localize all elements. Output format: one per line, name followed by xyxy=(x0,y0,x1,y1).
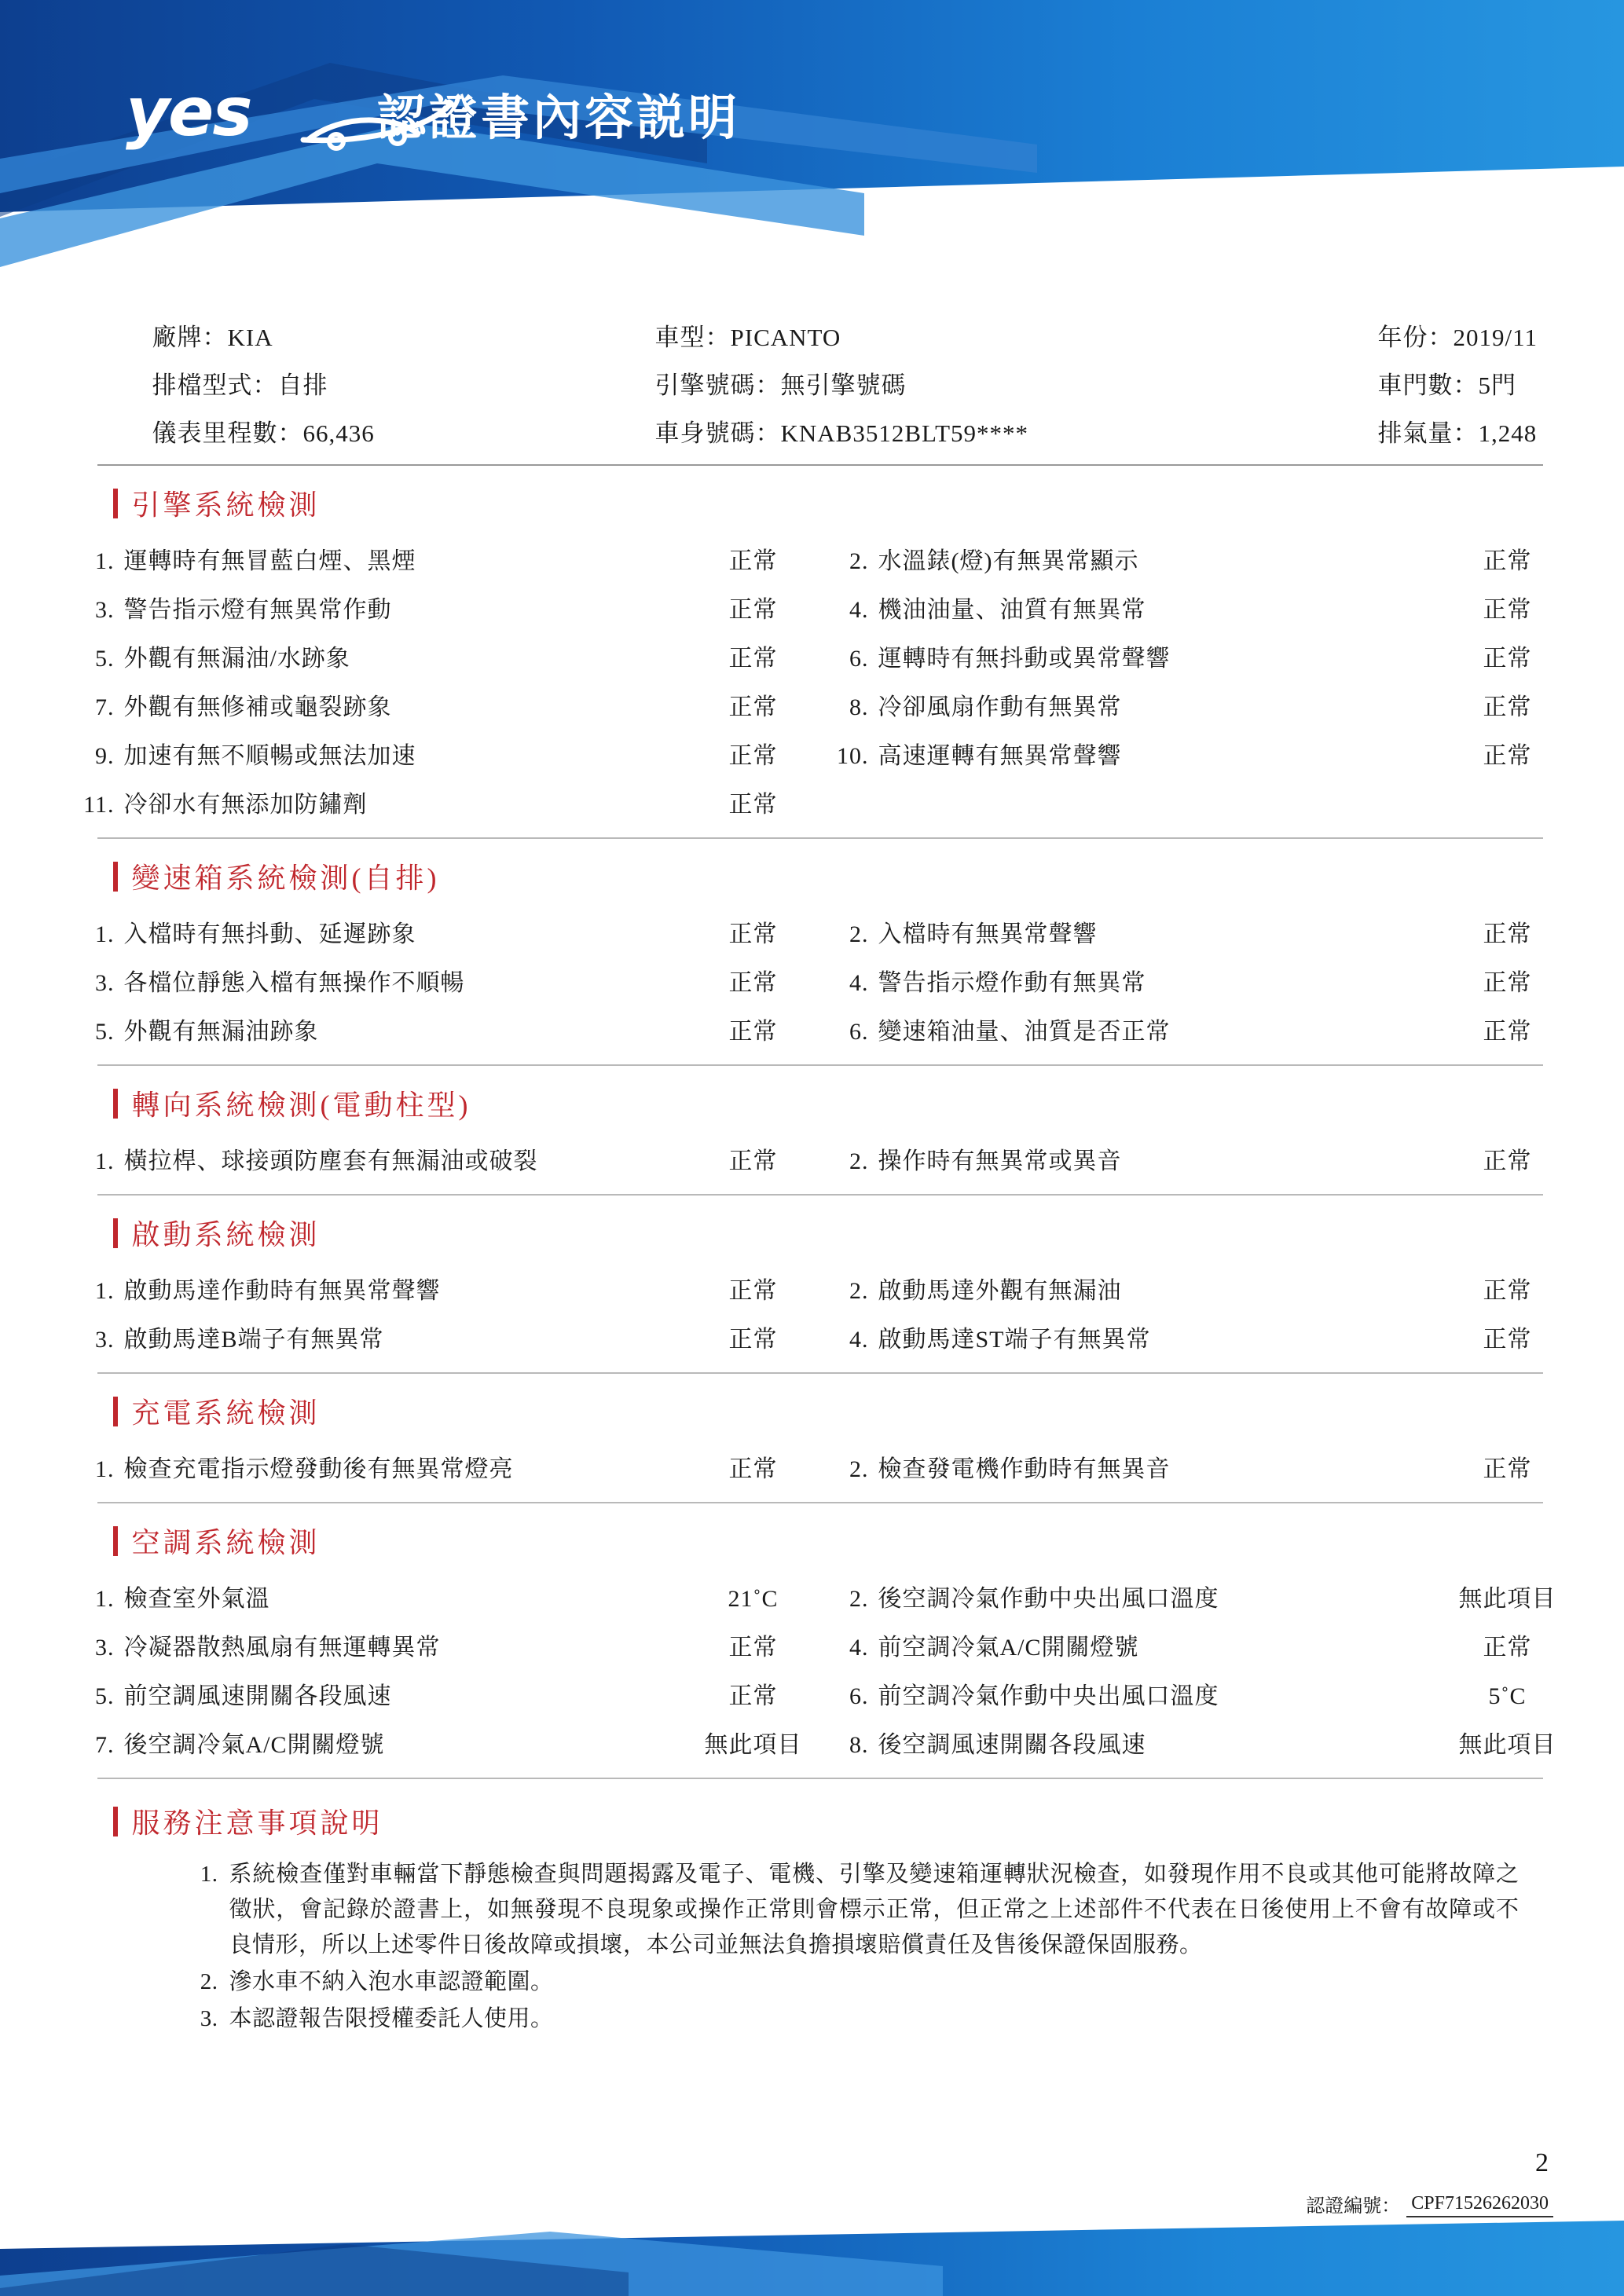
item-label: 變速箱油量、油質是否正常 xyxy=(878,1019,1171,1045)
item-value: 正常 xyxy=(1483,1148,1532,1174)
inspection-items xyxy=(66,534,1575,837)
vehicle-info-vin: 車身號碼：KNAB3512BLT59**** xyxy=(654,419,1029,447)
vehicle-info-doors: 車門數：5門 xyxy=(1377,372,1516,399)
item-value: 正常 xyxy=(1483,743,1532,769)
item-value: 正常 xyxy=(1483,694,1532,720)
item-label: 冷卻水有無添加防鏽劑 xyxy=(123,792,368,818)
vehicle-info-block xyxy=(66,292,1575,464)
item-value: 正常 xyxy=(1483,921,1532,947)
section-service-notes xyxy=(66,1779,1575,2037)
item-label: 啟動馬達ST端子有無異常 xyxy=(878,1327,1151,1353)
item-number: 2. xyxy=(849,1456,869,1482)
section-accent-bar xyxy=(113,1218,118,1248)
item-number: 4. xyxy=(849,597,869,623)
page-footer xyxy=(0,2178,1624,2296)
section-title: 轉向系統檢測(電動柱型) xyxy=(131,1089,471,1121)
section-air-conditioning xyxy=(66,1503,1575,1778)
item-label: 冷卻風扇作動有無異常 xyxy=(878,694,1122,720)
item-label: 前空調風速開關各段風速 xyxy=(123,1683,392,1709)
vehicle-info-transmission: 排檔型式：自排 xyxy=(152,372,328,399)
note-index: 2. xyxy=(200,1968,218,1994)
item-value: 正常 xyxy=(1483,1635,1532,1661)
brand-logo xyxy=(126,75,377,162)
item-label: 高速運轉有無異常聲響 xyxy=(878,743,1122,769)
item-label: 前空調冷氣作動中央出風口溫度 xyxy=(878,1683,1219,1709)
item-number: 1. xyxy=(95,1148,115,1174)
item-label: 水溫錶(燈)有無異常顯示 xyxy=(878,548,1139,574)
item-value: 正常 xyxy=(1483,597,1532,623)
item-value: 正常 xyxy=(728,1148,778,1174)
item-number: 1. xyxy=(95,1586,115,1612)
item-number: 9. xyxy=(95,743,115,769)
section-header xyxy=(66,839,1575,907)
item-label: 加速有無不順暢或無法加速 xyxy=(123,743,416,769)
section-header xyxy=(66,1503,1575,1572)
section-title: 引擎系統檢測 xyxy=(131,489,321,521)
item-value: 正常 xyxy=(1483,1278,1532,1304)
item-label: 警告指示燈作動有無異常 xyxy=(878,970,1146,996)
item-label: 後空調冷氣A/C開關燈號 xyxy=(123,1732,385,1758)
note-index: 3. xyxy=(200,2005,218,2031)
section-header xyxy=(66,1784,1575,1852)
item-label: 外觀有無漏油/水跡象 xyxy=(123,646,350,672)
item-number: 2. xyxy=(849,1148,869,1174)
page-title: 認證書內容説明 xyxy=(377,89,741,146)
item-label: 啟動馬達外觀有無漏油 xyxy=(878,1278,1122,1304)
item-value: 正常 xyxy=(728,921,778,947)
vehicle-info-mileage: 儀表里程數：66,436 xyxy=(152,419,375,447)
section-header xyxy=(66,1374,1575,1442)
item-number: 5. xyxy=(95,646,115,672)
item-label: 啟動馬達B端子有無異常 xyxy=(123,1327,384,1353)
notes-list xyxy=(66,1852,1575,2037)
item-number: 11. xyxy=(83,792,115,818)
item-number: 4. xyxy=(849,1635,869,1661)
item-value: 無此項目 xyxy=(1458,1586,1556,1612)
item-number: 2. xyxy=(849,921,869,947)
section-accent-bar xyxy=(113,862,118,892)
logo-wordmark: yes xyxy=(126,73,251,152)
item-value: 無此項目 xyxy=(704,1732,802,1758)
item-label: 機油油量、油質有無異常 xyxy=(878,597,1146,623)
item-label: 檢查發電機作動時有無異音 xyxy=(878,1456,1171,1482)
vehicle-info-engine-number: 引擎號碼：無引擎號碼 xyxy=(654,372,907,399)
section-title: 啟動系統檢測 xyxy=(131,1219,321,1251)
item-label: 運轉時有無抖動或異常聲響 xyxy=(878,646,1171,672)
item-label: 外觀有無修補或龜裂跡象 xyxy=(123,694,392,720)
section-accent-bar xyxy=(113,1526,118,1556)
item-value: 正常 xyxy=(1483,1456,1532,1482)
item-number: 4. xyxy=(849,1327,869,1353)
item-value: 正常 xyxy=(728,743,778,769)
item-label: 前空調冷氣A/C開關燈號 xyxy=(878,1635,1139,1661)
item-value: 正常 xyxy=(728,1635,778,1661)
list-item xyxy=(184,1857,1520,1963)
inspection-items xyxy=(66,1442,1575,1502)
item-label: 操作時有無異常或異音 xyxy=(878,1148,1122,1174)
item-label: 後空調風速開關各段風速 xyxy=(878,1732,1146,1758)
vehicle-info-model: 車型：PICANTO xyxy=(654,324,841,351)
item-number: 3. xyxy=(95,1635,115,1661)
item-label: 後空調冷氣作動中央出風口溫度 xyxy=(878,1586,1219,1612)
vehicle-info-year: 年份：2019/11 xyxy=(1377,324,1538,351)
item-value: 正常 xyxy=(1483,1019,1532,1045)
vehicle-info-displacement: 排氣量：1,248 xyxy=(1377,419,1538,447)
item-number: 1. xyxy=(95,1278,115,1304)
item-number: 1. xyxy=(95,1456,115,1482)
item-value: 正常 xyxy=(728,548,778,574)
item-value: 正常 xyxy=(728,646,778,672)
item-value: 正常 xyxy=(728,597,778,623)
item-number: 2. xyxy=(849,1586,869,1612)
inspection-items xyxy=(66,1264,1575,1372)
section-accent-bar xyxy=(113,1807,118,1836)
page-header xyxy=(0,0,1624,292)
section-title: 變速箱系統檢測(自排) xyxy=(131,862,440,894)
item-value: 無此項目 xyxy=(1458,1732,1556,1758)
item-value: 正常 xyxy=(728,1456,778,1482)
item-value: 正常 xyxy=(728,1327,778,1353)
item-number: 3. xyxy=(95,970,115,996)
item-value: 正常 xyxy=(728,1683,778,1709)
section-title: 充電系統檢測 xyxy=(131,1397,321,1429)
item-number: 4. xyxy=(849,970,869,996)
list-item xyxy=(184,2001,1520,2037)
item-label: 橫拉桿、球接頭防塵套有無漏油或破裂 xyxy=(123,1148,538,1174)
item-number: 5. xyxy=(95,1019,115,1045)
inspection-items xyxy=(66,1134,1575,1194)
section-header xyxy=(66,1196,1575,1264)
item-number: 5. xyxy=(95,1683,115,1709)
item-label: 警告指示燈有無異常作動 xyxy=(123,597,392,623)
item-label: 運轉時有無冒藍白煙、黑煙 xyxy=(123,548,416,574)
item-number: 8. xyxy=(849,694,869,720)
note-index: 1. xyxy=(200,1862,218,1887)
item-number: 6. xyxy=(849,1683,869,1709)
item-number: 2. xyxy=(849,548,869,574)
item-label: 外觀有無漏油跡象 xyxy=(123,1019,319,1045)
item-value: 正常 xyxy=(1483,1327,1532,1353)
section-header xyxy=(66,1066,1575,1134)
section-starter xyxy=(66,1196,1575,1372)
item-label: 冷凝器散熱風扇有無運轉異常 xyxy=(123,1635,441,1661)
note-text: 系統檢查僅對車輛當下靜態檢查與問題揭露及電子、電機、引擎及變速箱運轉狀況檢查，如發現作用不良或其他可能將故障之徵狀，會記錄於證書上，如無發現不良現象或操作正常則會標示正常，但正常之上述部件不代表在日後使用上不會有故障或不良情形，所以上述零件日後故障或損壞，本公司並無法負擔損壞賠償責任及售後保證保固服務。 xyxy=(229,1862,1520,1957)
item-value: 正常 xyxy=(1483,970,1532,996)
section-title: 服務注意事項說明 xyxy=(131,1807,383,1839)
item-label: 各檔位靜態入檔有無操作不順暢 xyxy=(123,970,465,996)
item-number: 7. xyxy=(95,1732,115,1758)
section-accent-bar xyxy=(113,1397,118,1426)
page-number: 2 xyxy=(1535,2148,1549,2177)
section-accent-bar xyxy=(113,1089,118,1119)
item-value: 正常 xyxy=(728,970,778,996)
note-text: 本認證報告限授權委託人使用。 xyxy=(229,2005,554,2031)
item-value: 正常 xyxy=(728,1278,778,1304)
vehicle-info-brand: 廠牌：KIA xyxy=(152,324,273,351)
item-label: 檢查室外氣溫 xyxy=(123,1586,270,1612)
item-number: 2. xyxy=(849,1278,869,1304)
item-number: 8. xyxy=(849,1732,869,1758)
section-engine xyxy=(66,466,1575,837)
item-value: 正常 xyxy=(1483,548,1532,574)
item-number: 10. xyxy=(837,743,869,769)
item-number: 3. xyxy=(95,597,115,623)
certificate-number-value: CPF71526262030 xyxy=(1406,2193,1553,2217)
note-text: 滲水車不納入泡水車認證範圍。 xyxy=(229,1968,554,1994)
section-header xyxy=(66,466,1575,534)
item-value: 5˚C xyxy=(1488,1683,1527,1709)
inspection-items xyxy=(66,907,1575,1064)
inspection-items xyxy=(66,1572,1575,1778)
section-accent-bar xyxy=(113,489,118,518)
item-value: 正常 xyxy=(728,792,778,818)
item-label: 啟動馬達作動時有無異常聲響 xyxy=(123,1278,441,1304)
section-transmission xyxy=(66,839,1575,1064)
item-value: 正常 xyxy=(728,694,778,720)
item-number: 1. xyxy=(95,548,115,574)
section-charging xyxy=(66,1374,1575,1502)
item-label: 入檔時有無抖動、延遲跡象 xyxy=(123,921,416,947)
list-item xyxy=(184,1965,1520,2000)
item-number: 6. xyxy=(849,646,869,672)
item-label: 入檔時有無異常聲響 xyxy=(878,921,1098,947)
item-label: 檢查充電指示燈發動後有無異常燈亮 xyxy=(123,1456,514,1482)
item-value: 正常 xyxy=(728,1019,778,1045)
item-number: 6. xyxy=(849,1019,869,1045)
item-number: 3. xyxy=(95,1327,115,1353)
item-number: 7. xyxy=(95,694,115,720)
section-title: 空調系統檢測 xyxy=(131,1527,321,1558)
section-steering xyxy=(66,1066,1575,1194)
item-value: 21˚C xyxy=(728,1586,779,1612)
certificate-number-label: 認證編號： xyxy=(1306,2196,1401,2217)
item-number: 1. xyxy=(95,921,115,947)
item-value: 正常 xyxy=(1483,646,1532,672)
